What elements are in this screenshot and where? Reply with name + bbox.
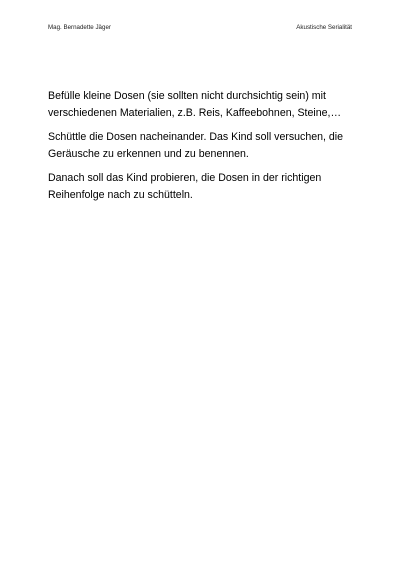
- paragraph-line: Danach soll das Kind probieren, die Dosen in der richtigen: [48, 172, 322, 184]
- paragraph-1: [48, 88, 368, 122]
- paragraph-line: Befülle kleine Dosen (sie sollten nicht durchsichtig sein) mit: [48, 90, 326, 102]
- paragraph-line: verschiedenen Materialien, z.B. Reis, Kaffeebohnen, Steine,…: [48, 107, 342, 119]
- paragraph-line: Geräusche zu erkennen und zu benennen.: [48, 148, 249, 160]
- paragraph-line: Reihenfolge nach zu schütteln.: [48, 189, 193, 201]
- header-subject: Akustische Serialität: [296, 24, 352, 31]
- paragraph-line: Schüttle die Dosen nacheinander. Das Kind soll versuchen, die: [48, 131, 344, 143]
- document-body: [48, 88, 368, 211]
- page-header: [48, 24, 352, 36]
- paragraph-3: [48, 170, 368, 204]
- header-author: Mag. Bernadette Jäger: [48, 24, 111, 31]
- paragraph-2: [48, 129, 368, 163]
